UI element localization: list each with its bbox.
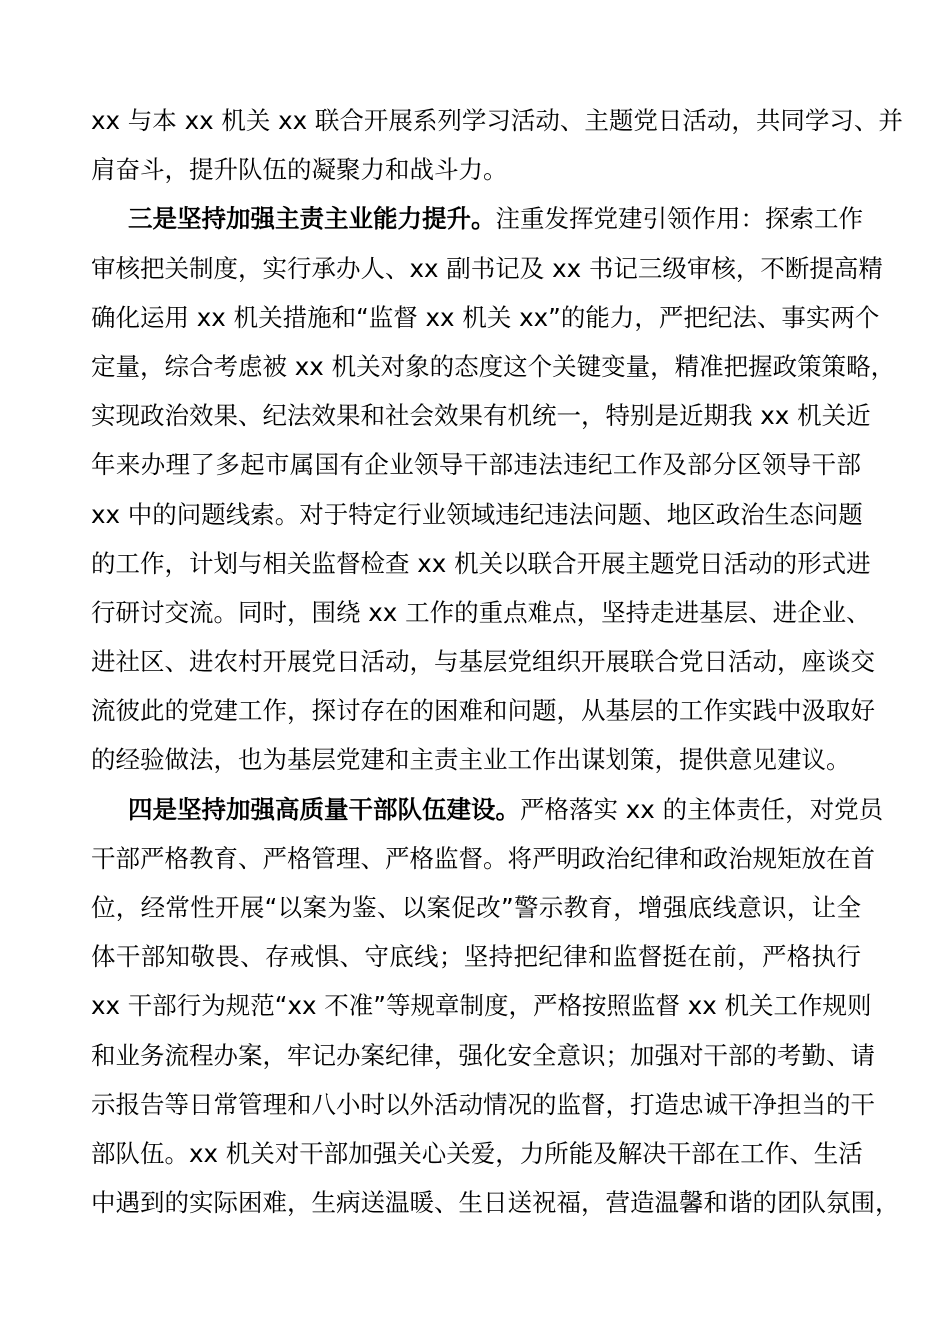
text-line: xx 与本 xx 机关 xx 联合开展系列学习活动、主题党日活动，共同学习、并 [91, 106, 903, 135]
paragraph-heading-line [91, 194, 861, 243]
text-line: 的经验做法，也为基层党建和主责主业工作出谋划策，提供意见建议。 [91, 745, 851, 775]
text-line: 中遇到的实际困难，生病送温暖、生日送祝福，营造温馨和谐的团队氛围， [91, 1188, 900, 1218]
text-line: 年来办理了多起市属国有企业领导干部违法违纪工作及部分区领导干部 [91, 450, 861, 480]
text-line: 行研讨交流。同时，围绕 xx 工作的重点难点，坚持走进基层、进企业、 [91, 597, 871, 627]
text-line: 实现政治效果、纪法效果和社会效果有机统一，特别是近期我 xx 机关近 [91, 401, 871, 431]
text-line: 肩奋斗，提升队伍的凝聚力和战斗力。 [91, 155, 508, 185]
text-line: 部队伍。xx 机关对干部加强关心关爱，力所能及解决干部在工作、生活 [91, 1138, 863, 1168]
text-line: 示报告等日常管理和八小时以外活动情况的监督，打造忠诚干净担当的干 [91, 1089, 875, 1119]
text-line: 体干部知敬畏、存戒惧、守底线；坚持把纪律和监督挺在前，严格执行 [91, 942, 861, 972]
paragraph-heading: 四是坚持加强高质量干部队伍建设。 [128, 794, 520, 824]
text-span: 注重发挥党建引领作用：探索工作 [495, 204, 863, 234]
text-line: 确化运用 xx 机关措施和“监督 xx 机关 xx”的能力，严把纪法、事实两个 [91, 302, 880, 332]
paragraph-heading-line [91, 785, 884, 834]
text-line: 的工作，计划与相关监督检查 xx 机关以联合开展主题党日活动的形式进 [91, 548, 871, 578]
text-line: xx 中的问题线索。对于特定行业领域违纪违法问题、地区政治生态问题 [91, 499, 863, 529]
text-line: 位，经常性开展“以案为鉴、以案促改”警示教育，增强底线意识，让全 [91, 893, 861, 922]
text-line: 审核把关制度，实行承办人、xx 副书记及 xx 书记三级审核，不断提高精 [91, 253, 883, 283]
text-line: 干部严格教育、严格管理、严格监督。将严明政治纪律和政治规矩放在首 [91, 843, 875, 873]
text-line: 进社区、进农村开展党日活动，与基层党组织开展联合党日活动，座谈交 [91, 647, 875, 677]
text-line: 流彼此的党建工作，探讨存在的困难和问题，从基层的工作实践中汲取好 [91, 696, 875, 726]
text-line: 和业务流程办案，牢记办案纪律，强化安全意识；加强对干部的考勤、请 [91, 1040, 875, 1070]
document-body [91, 96, 903, 1227]
text-span: 严格落实 xx 的主体责任，对党员 [520, 794, 884, 824]
paragraph-heading: 三是坚持加强主责主业能力提升。 [128, 204, 496, 234]
text-line: 定量，综合考虑被 xx 机关对象的态度这个关键变量，精准把握政策策略， [91, 351, 896, 381]
text-line: xx 干部行为规范“xx 不准”等规章制度，严格按照监督 xx 机关工作规则 [91, 991, 872, 1021]
